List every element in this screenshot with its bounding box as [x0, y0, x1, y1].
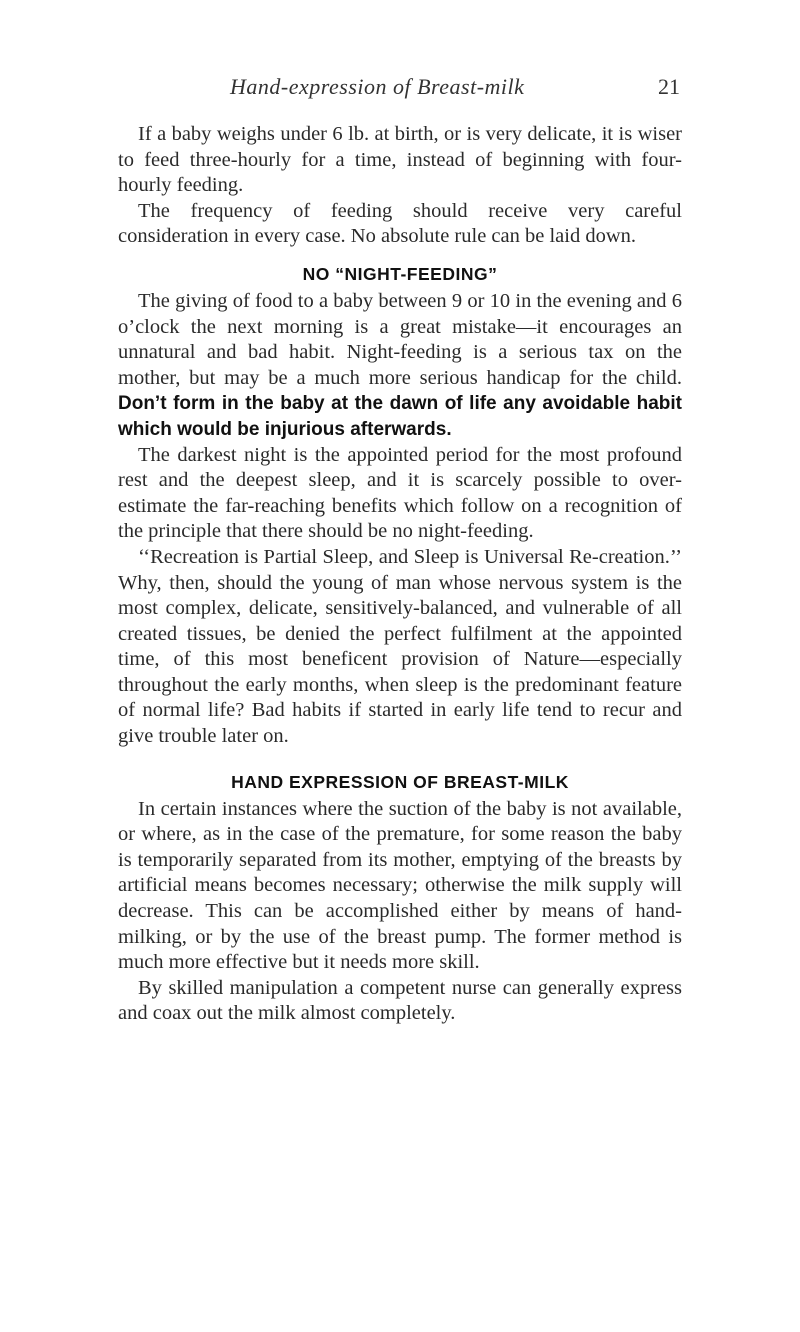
section-heading-night-feeding: NO “NIGHT-FEEDING” [302, 263, 498, 284]
page-number: 21 [658, 74, 680, 99]
page-header [0, 74, 800, 104]
paragraph: ‘‘Recreation is Partial Sleep, and Sleep is Universal Re-creation.’’ Why, then, should the young of man whose nervous system is the most complex, delicate, sensitively-balanced, and vulnerable of all created tissues, be denied the perfect fulfilment at the appointed time, of this most beneficent provision of Nature—especially throughout the early months, when sleep is the predominant feature of normal life? Bad habits if started in early life tend to recur and give trouble later on. [118, 545, 682, 748]
section-heading-hand-expression: HAND EXPRESSION OF BREAST-MILK [231, 771, 569, 792]
paragraph [118, 289, 682, 443]
paragraph: If a baby weighs under 6 lb. at birth, or is very delicate, it is wiser to feed three-hourly for a time, instead of beginning with four-hourly feeding. [118, 123, 682, 197]
running-title: Hand-expression of Breast-milk [230, 74, 525, 99]
paragraph: By skilled manipulation a competent nurse can generally express and coax out the milk almost completely. [118, 976, 682, 1025]
body-text [118, 122, 682, 1027]
paragraph: The frequency of feeding should receive very careful consideration in every case. No absolute rule can be laid down. [118, 199, 682, 248]
paragraph: The darkest night is the appointed period for the most profound rest and the deepest sleep, and it is scarcely possible to over-estimate the far-reaching benefits which follow on a recognition of the principle that there should be no night-feeding. [118, 443, 682, 543]
paragraph-text: The giving of food to a baby between 9 or 10 in the evening and 6 o’clock the next morning is a great mistake—it encourages an unnatural and bad habit. Night-feeding is a serious tax on the mother, but may be a much more serious handicap for the child. [118, 289, 682, 389]
paragraph: In certain instances where the suction of the baby is not available, or where, as in the case of the premature, for some reason the baby is temporarily separated from its mother, emptying of the breasts by artificial means becomes necessary; otherwise the milk supply will decrease. This can be accomplished either by means of hand-milking, or by the use of the breast pump. The former method is much more effective but it needs more skill. [118, 797, 682, 974]
bold-emphasis: Don’t form in the baby at the dawn of life any avoidable habit which would be injurious afterwards. [118, 393, 682, 440]
